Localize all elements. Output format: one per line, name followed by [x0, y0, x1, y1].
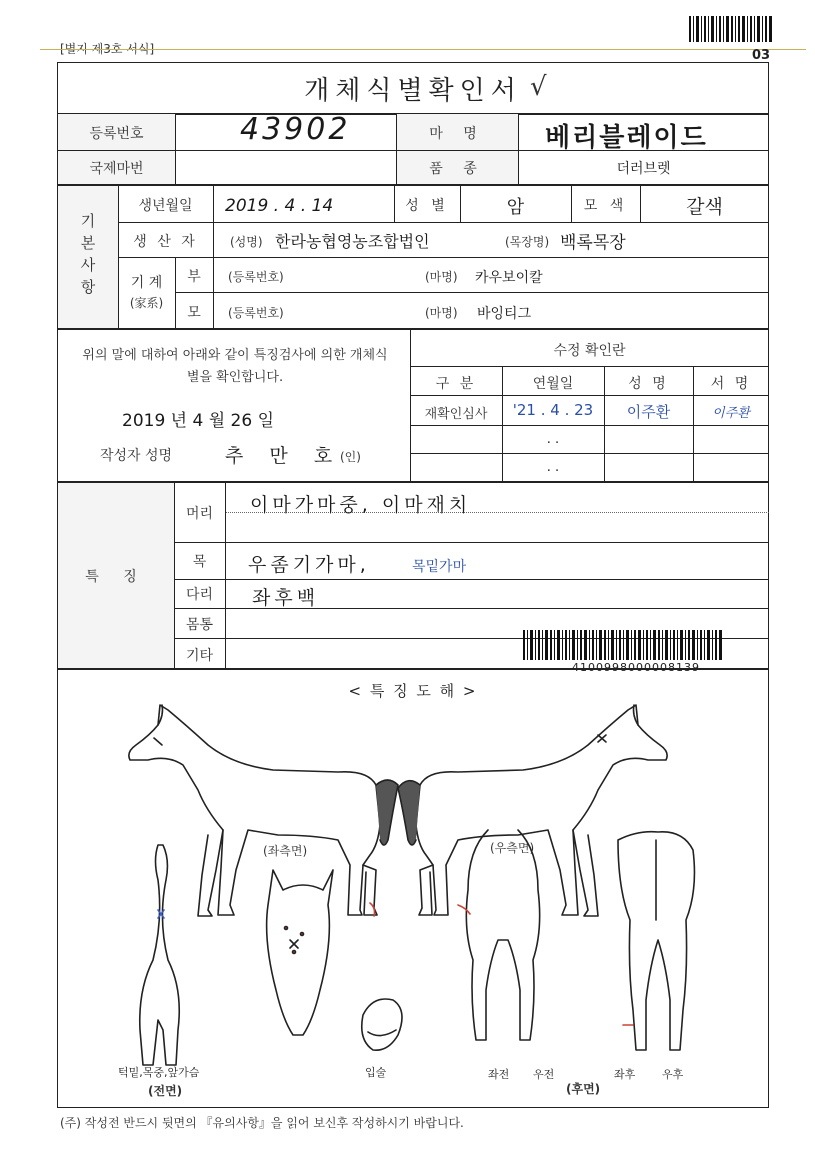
writer-value: 추 만 호 — [225, 445, 343, 467]
right-side-horse — [398, 705, 667, 916]
pedigree-hanja: (家系) — [129, 296, 164, 310]
barcode-top — [689, 16, 773, 42]
rule — [175, 114, 176, 184]
dam-label: 모 — [187, 305, 201, 321]
rule — [410, 453, 769, 454]
lips-caption: 입술 — [365, 1066, 387, 1079]
producer-name-value: 한라농협영농조합법인 — [275, 232, 430, 251]
dam-reg-label: (등록번호) — [228, 306, 284, 320]
stamp-label: (인) — [340, 450, 361, 464]
rule — [118, 257, 769, 258]
etc-label: 기타 — [185, 648, 214, 664]
horse-diagram — [58, 690, 768, 1105]
producer-name-label: (성명) — [230, 235, 263, 249]
farm-value: 백록목장 — [560, 233, 626, 253]
header-rule — [40, 49, 806, 50]
right-side-caption: (우측면) — [490, 841, 535, 855]
rear-caption-rf: 우전 — [533, 1068, 555, 1081]
neck-label: 목 — [192, 554, 207, 570]
sire-reg-label: (등록번호) — [228, 270, 284, 284]
color-value: 갈색 — [686, 196, 723, 218]
revision-col-name: 성 명 — [628, 376, 669, 392]
sex-label: 성 별 — [405, 198, 449, 214]
head-label: 머리 — [185, 506, 214, 522]
reg-no-value: 43902 — [240, 112, 351, 147]
confirm-statement: 위의 말에 대하여 아래와 같이 특징검사에 의한 개체식별을 확인합니다. — [82, 348, 388, 385]
revision-col-type: 구 분 — [435, 376, 477, 392]
head-value: 이마가마중, 이마재치 — [250, 494, 472, 516]
revision-title: 수정 확인란 — [553, 343, 626, 359]
revision-row2-date: . . — [546, 432, 560, 447]
rear-caption-lf: 좌전 — [488, 1068, 510, 1081]
writer-label: 작성자 성명 — [100, 448, 173, 464]
rear-caption-lh: 좌후 — [614, 1068, 636, 1081]
revision-row1-sign: 이주환 — [712, 406, 750, 421]
revision-row1-date: '21 . 4 . 23 — [512, 401, 594, 419]
head-front-view — [267, 870, 375, 1035]
document-title: 개체식별확인서 — [304, 76, 522, 106]
legs-value: 좌후백 — [252, 587, 320, 609]
rear-caption-rh: 우후 — [662, 1068, 684, 1081]
neck-extra-value: 목밑가마 — [412, 559, 467, 575]
dam-name-label: (마명) — [425, 306, 458, 320]
diagram-title: < 특 징 도 해 > — [348, 682, 478, 700]
breed-label: 품 종 — [429, 161, 485, 177]
form-label: [별지 제3호 서식] — [60, 42, 155, 56]
birth-value: 2019 . 4 . 14 — [225, 196, 334, 216]
sire-name-value: 카우보이칼 — [475, 270, 543, 286]
producer-label: 생 산 자 — [133, 234, 198, 250]
basic-section-label: 기 본 사 항 — [80, 212, 96, 296]
rule — [174, 579, 769, 580]
dam-name-value: 바잉티그 — [477, 306, 532, 322]
rule — [213, 257, 214, 328]
revision-row1-type: 재확인심사 — [424, 407, 488, 422]
rule — [410, 366, 769, 367]
front-caption: 턱밑,목중,앞가슴 — [118, 1066, 200, 1079]
pedigree-label: 기 계 — [130, 275, 163, 291]
features-section-label: 특 징 — [85, 569, 147, 585]
reg-no-label: 등록번호 — [89, 126, 144, 142]
rule — [225, 483, 226, 668]
legs-label: 다리 — [185, 587, 214, 603]
check-mark: √ — [530, 72, 547, 102]
lips-view — [362, 999, 402, 1050]
rule — [118, 222, 769, 223]
left-side-caption: (좌측면) — [263, 844, 308, 858]
revision-col-sign: 서 명 — [710, 376, 752, 392]
revision-row3-date: . . — [546, 460, 560, 475]
rule — [57, 328, 769, 330]
revision-col-date: 연월일 — [532, 376, 574, 392]
horse-name-label: 마 명 — [429, 126, 485, 142]
confirm-date: 2019 년 4 월 26 일 — [122, 411, 274, 431]
rule — [410, 425, 769, 426]
farm-label: (목장명) — [505, 235, 550, 249]
front-neck-view — [140, 845, 179, 1065]
rear-view — [618, 832, 694, 1050]
sire-name-label: (마명) — [425, 270, 458, 284]
rear-label: (후면) — [566, 1082, 601, 1096]
page-number: 03 — [752, 48, 771, 63]
left-side-horse — [129, 705, 398, 916]
sex-value: 암 — [506, 197, 525, 218]
rule — [410, 395, 769, 396]
color-label: 모 색 — [583, 198, 628, 214]
horse-name-value: 베리블레이드 — [545, 123, 708, 153]
body-label: 몸통 — [185, 617, 214, 633]
barcode-bottom — [523, 630, 723, 660]
rule — [213, 186, 214, 257]
front-label: (전면) — [148, 1084, 183, 1098]
intl-no-label: 국제마번 — [89, 161, 144, 177]
birth-label: 생년월일 — [138, 198, 193, 214]
rule — [175, 292, 769, 293]
breed-value: 더러브렛 — [616, 161, 671, 177]
front-legs-view — [458, 830, 540, 1040]
footer-note: (주) 작성전 반드시 뒷면의 『유의사항』을 읽어 보신후 작성하시기 바랍니다. — [60, 1116, 464, 1130]
rule — [57, 184, 769, 186]
revision-row1-name: 이주환 — [626, 403, 671, 421]
neck-value: 우좀기가마, — [248, 554, 370, 576]
rule — [174, 542, 769, 543]
barcode-number: 4100998000008139 — [572, 661, 700, 674]
sire-label: 부 — [187, 269, 201, 285]
